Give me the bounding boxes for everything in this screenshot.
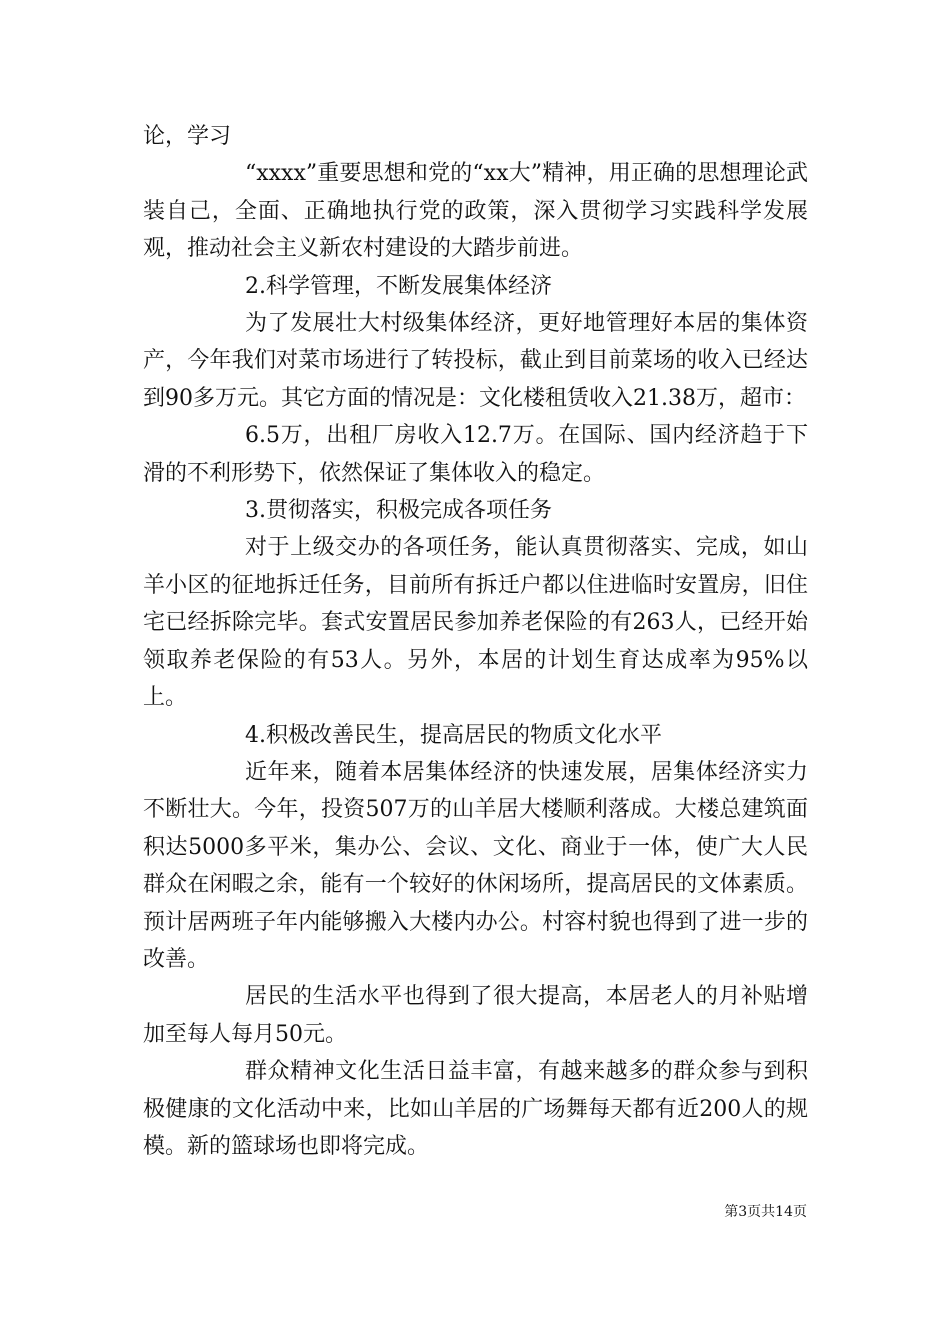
section-heading: 4.积极改善民生，提高居民的物质文化水平 [245,722,662,748]
paragraph: 6.5万，出租厂房收入12.7万。在国际、国内经济趋于下滑的不利形势下，依然保证了集体收入的稳定。 [143,423,808,486]
page-number: 第3页共14页 [724,1204,807,1220]
paragraph: 对于上级交办的各项任务，能认真贯彻落实、完成，如山羊小区的征地拆迁任务，目前所有拆迁户都以住进临时安置房，旧住宅已经拆除完毕。套式安置居民参加养老保险的有263人，已经开始领取养老保险的有53人。另外，本居的计划生育达成率为95%以上。 [143,535,808,711]
paragraph: “xxxx”重要思想和党的“xx大”精神，用正确的思想理论武装自己，全面、正确地执行党的政策，深入贯彻学习实践科学发展观，推动社会主义新农村建设的大踏步前进。 [143,161,808,262]
section-heading: 2.科学管理，不断发展集体经济 [245,273,552,299]
paragraph: 近年来，随着本居集体经济的快速发展，居集体经济实力不断壮大。今年，投资507万的山羊居大楼顺利落成。大楼总建筑面积达5000多平米，集办公、会议、文化、商业于一体，使广大人民群众在闲暇之余，能有一个较好的休闲场所，提高居民的文体素质。预计居两班子年内能够搬入大楼内办公。村容村貌也得到了进一步的改善。 [143,759,808,972]
paragraph: 为了发展壮大村级集体经济，更好地管理好本居的集体资产，今年我们对菜市场进行了转投标，截止到目前菜场的收入已经达到90多万元。其它方面的情况是：文化楼租赁收入21.38万，超市： [143,311,808,411]
document-body [143,118,808,1165]
paragraph: 群众精神文化生活日益丰富，有越来越多的群众参与到积极健康的文化活动中来，比如山羊居的广场舞每天都有近200人的规模。新的篮球场也即将完成。 [143,1059,808,1159]
paragraph: 居民的生活水平也得到了很大提高，本居老人的月补贴增加至每人每月50元。 [143,984,808,1047]
paragraph: 论，学习 [143,124,232,149]
section-heading: 3.贯彻落实，积极完成各项任务 [245,498,552,524]
